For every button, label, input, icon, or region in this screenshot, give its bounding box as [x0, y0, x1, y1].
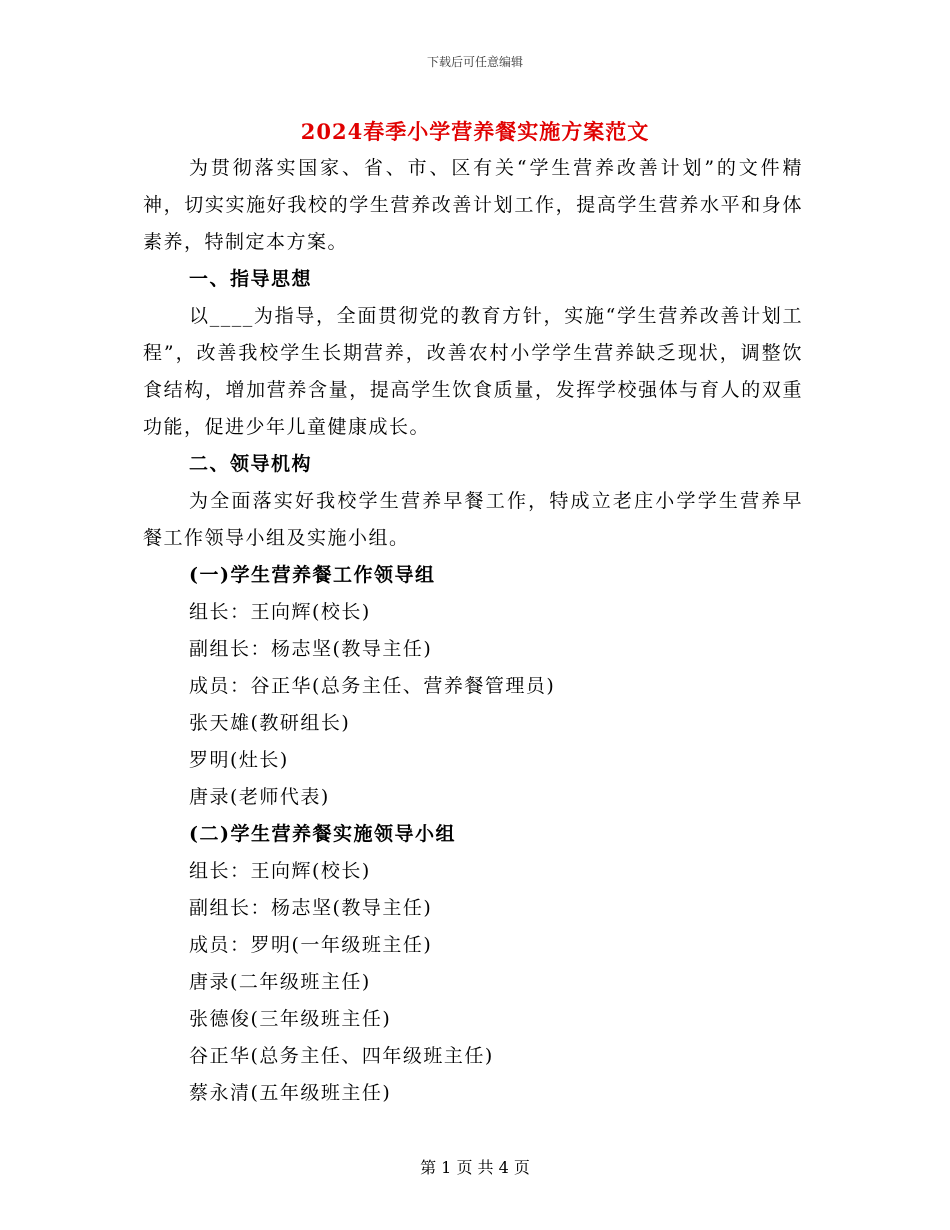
group2-heading: (二)学生营养餐实施领导小组 — [189, 823, 456, 845]
header-note: 下载后可任意编辑 — [426, 55, 523, 69]
document-body — [143, 150, 803, 1112]
group1-member: 成员：谷正华(总务主任、营养餐管理员) — [189, 675, 556, 697]
page-footer: 第 1 页 共 4 页 — [420, 1158, 530, 1177]
guiding-ideology-paragraph: 以____为指导，全面贯彻党的教育方针，实施“学生营养改善计划工程”，改善我校学生长期营养，改善农村小学学生营养缺乏现状，调整饮食结构，增加营养含量，提高学生饮食质量，发挥学校强体与育人的双重功能，促进少年儿童健康成长。 — [143, 305, 803, 438]
group2-member: 成员：罗明(一年级班主任) — [189, 934, 433, 956]
group1-member: 组长：王向辉(校长) — [189, 601, 371, 623]
group2-member: 蔡永清(五年级班主任) — [189, 1082, 392, 1104]
group2-member: 组长：王向辉(校长) — [189, 860, 371, 882]
group1-heading: (一)学生营养餐工作领导组 — [189, 564, 436, 586]
group2-member: 谷正华(总务主任、四年级班主任) — [189, 1045, 494, 1067]
document-title: 2024春季小学营养餐实施方案范文 — [300, 119, 650, 144]
group1-member: 唐录(老师代表) — [189, 786, 330, 808]
leadership-paragraph: 为全面落实好我校学生营养早餐工作，特成立老庄小学学生营养早餐工作领导小组及实施小组。 — [143, 490, 803, 549]
section-heading-leadership: 二、领导机构 — [189, 453, 313, 475]
section-heading-guiding-ideology: 一、指导思想 — [189, 268, 313, 290]
group1-member: 副组长：杨志坚(教导主任) — [189, 638, 433, 660]
group2-member: 唐录(二年级班主任) — [189, 971, 371, 993]
group2-member: 副组长：杨志坚(教导主任) — [189, 897, 433, 919]
group1-member: 张天雄(教研组长) — [189, 712, 351, 734]
group1-member: 罗明(灶长) — [189, 749, 289, 771]
group2-member: 张德俊(三年级班主任) — [189, 1008, 392, 1030]
intro-paragraph: 为贯彻落实国家、省、市、区有关“学生营养改善计划”的文件精神，切实实施好我校的学生营养改善计划工作，提高学生营养水平和身体素养，特制定本方案。 — [143, 157, 803, 253]
